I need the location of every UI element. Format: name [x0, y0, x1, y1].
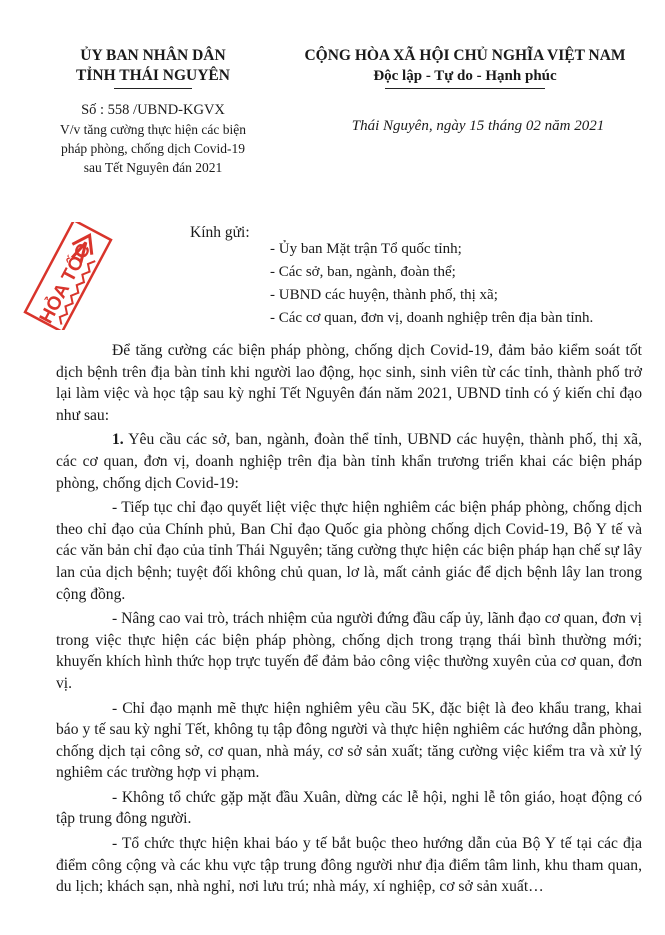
- bullet-paragraph: - Tiếp tục chỉ đạo quyết liệt việc thực hiện nghiêm các biện pháp phòng, chống dịch theo chỉ đạo của Chính phủ, Ban Chỉ đạo Quốc gia phòng chống dịch Covid-19, Bộ Y tế và các văn bản chỉ đạo của tỉnh Thái Nguyên; tăng cường thực hiện các biện pháp hạn chế sự lây lan của dịch bệnh; tuyệt đối không chủ quan, lơ là, mất cảnh giác để dịch bệnh lây lan trong cộng đồng.: [56, 499, 642, 603]
- urgent-stamp: [14, 222, 122, 330]
- issuing-authority-block: [48, 46, 258, 176]
- recipient-item: - UBND các huyện, thành phố, thị xã;: [270, 287, 498, 303]
- bullet-paragraph: - Không tổ chức gặp mặt đầu Xuân, dừng các lễ hội, nghi lễ tôn giáo, hoạt động có tập trung đông người.: [56, 788, 642, 828]
- item-1-paragraph: [56, 429, 642, 494]
- recipient-list: [270, 238, 650, 330]
- urgent-stamp-text: HỎA TỐC: [35, 240, 96, 328]
- recipient-item: - Các sở, ban, ngành, đoàn thể;: [270, 264, 456, 280]
- item-1-text: Yêu cầu các sở, ban, ngành, đoàn thể tỉnh, UBND các huyện, thành phố, thị xã, các cơ quan, đơn vị, doanh nghiệp trên địa bàn tỉnh khẩn trương triển khai các biện pháp phòng, chống dịch Covid-19:: [56, 431, 642, 492]
- org-name-line1: ỦY BAN NHÂN DÂN: [80, 47, 226, 64]
- document-body: [56, 340, 642, 901]
- bullet-paragraph: - Tổ chức thực hiện khai báo y tế bắt buộc theo hướng dẫn của Bộ Y tế tại các địa điểm công cộng và các khu vực tập trung đông người như địa điểm tâm linh, khu tham quan, du lịch; khách sạn, nhà nghỉ, nơi lưu trú; nhà máy, xí nghiệp, cơ sở sản xuất…: [56, 835, 642, 896]
- motto-underline: [385, 88, 545, 89]
- greeting: Kính gửi:: [190, 224, 250, 241]
- nation-name: CỘNG HÒA XÃ HỘI CHỦ NGHĨA VIỆT NAM: [304, 47, 626, 64]
- document-date: Thái Nguyên, ngày 15 tháng 02 năm 2021: [351, 118, 605, 134]
- national-motto: Độc lập - Tự do - Hạnh phúc: [373, 68, 557, 84]
- subject-line2: pháp phòng, chống dịch Covid-19: [60, 141, 246, 156]
- subject-line1: V/v tăng cường thực hiện các biện: [60, 122, 246, 137]
- item-1-number: 1.: [112, 431, 124, 449]
- national-header-block: [290, 46, 640, 89]
- recipient-item: - Các cơ quan, đơn vị, doanh nghiệp trên địa bàn tỉnh.: [270, 310, 594, 326]
- intro-paragraph: Để tăng cường các biện pháp phòng, chống dịch Covid-19, đảm bảo kiểm soát tốt dịch bệnh trên địa bàn tỉnh khi người lao động, học sinh, sinh viên từ các tỉnh, thành phố trở lại làm việc và học tập sau kỳ nghỉ Tết Nguyên đán năm 2021, UBND tỉnh có ý kiến chỉ đạo như sau:: [56, 342, 642, 424]
- subject-line3: sau Tết Nguyên đán 2021: [83, 160, 223, 175]
- org-underline: [114, 88, 192, 89]
- bullet-paragraph: - Chỉ đạo mạnh mẽ thực hiện nghiêm yêu cầu 5K, đặc biệt là đeo khẩu trang, khai báo y tế sau kỳ nghỉ Tết, không tụ tập đông người và thực hiện nghiêm các hướng dẫn phòng, chống dịch tại công sở, cơ quan, nhà máy, cơ sở sản xuất; tăng cường việc kiểm tra và xử lý nghiêm các trường hợp vi phạm.: [56, 699, 642, 782]
- document-number: Số : 558 /UBND-KGVX: [81, 102, 225, 118]
- urgent-stamp-graphic: [25, 222, 111, 330]
- bullet-paragraph: - Nâng cao vai trò, trách nhiệm của người đứng đầu cấp ủy, lãnh đạo cơ quan, đơn vị trong việc thực hiện các biện pháp phòng, chống dịch trong trạng thái bình thường mới; khuyến khích hình thức họp trực tuyến để đảm bảo công việc thường xuyên của cơ quan, đơn vị.: [56, 610, 642, 692]
- recipient-item: - Ủy ban Mặt trận Tổ quốc tỉnh;: [270, 241, 462, 257]
- org-name-line2: TỈNH THÁI NGUYÊN: [76, 67, 230, 84]
